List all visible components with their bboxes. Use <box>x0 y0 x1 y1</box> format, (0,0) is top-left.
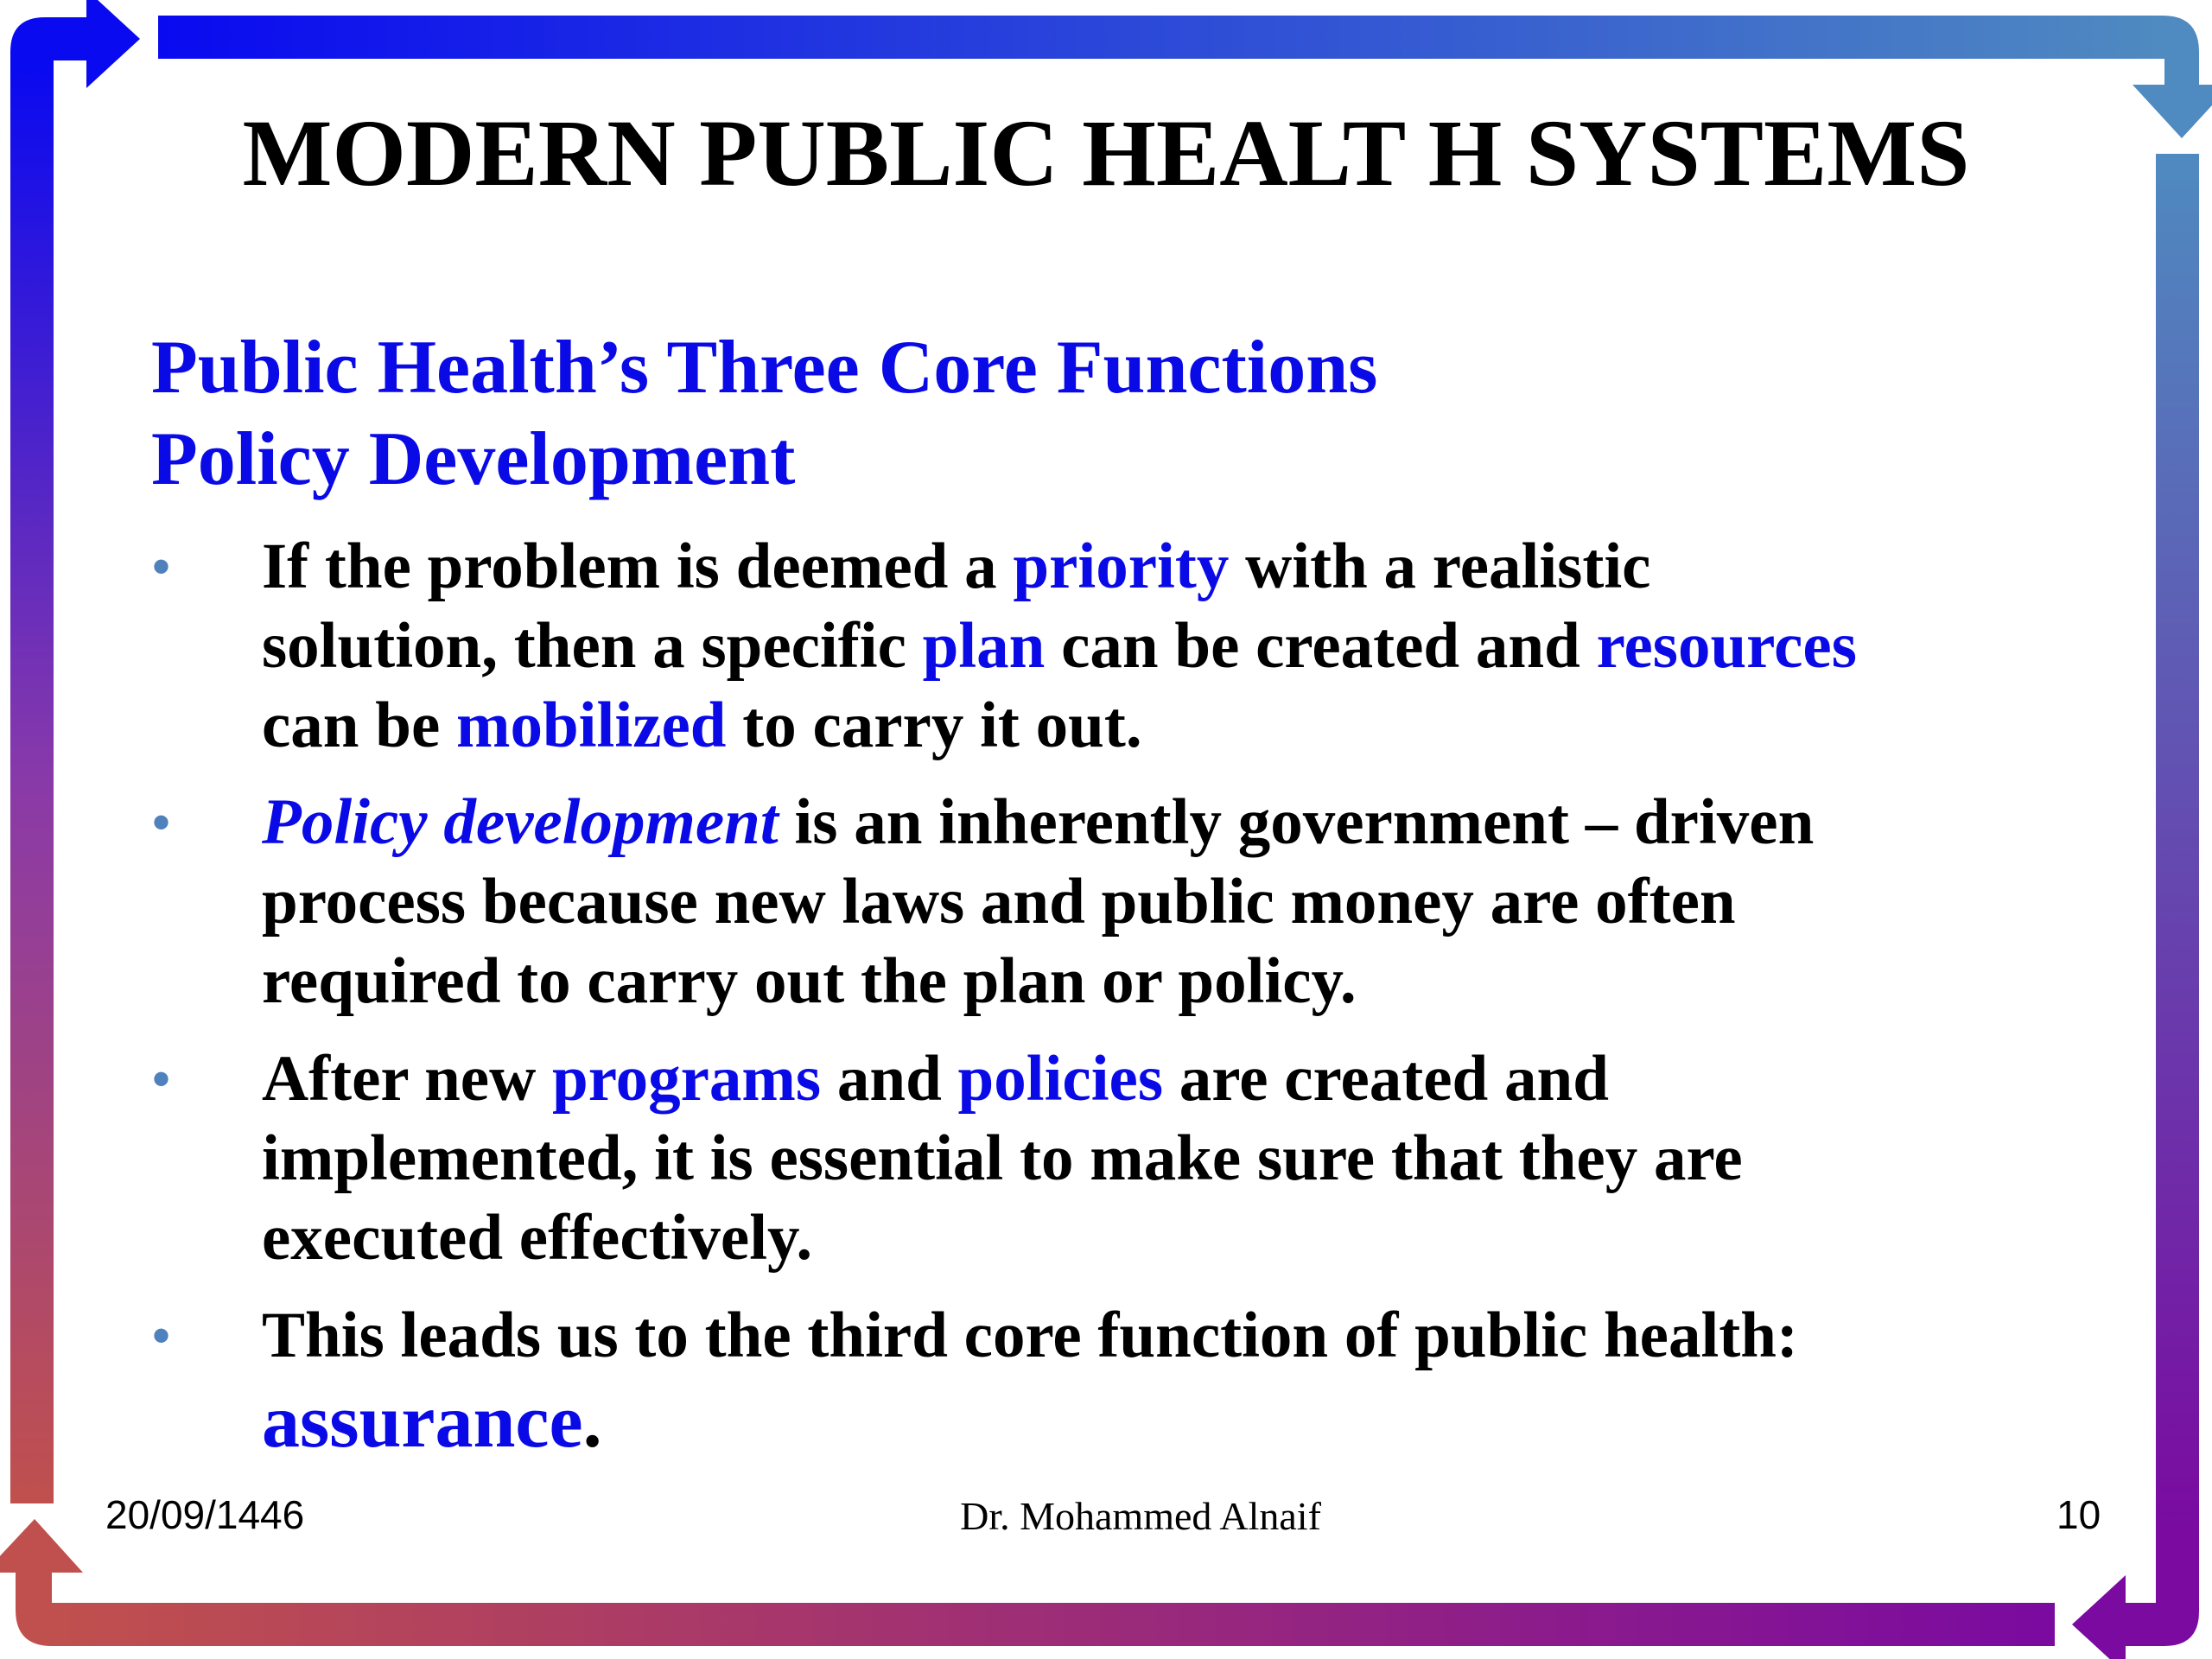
subheading-policy-development: Policy Development <box>151 417 796 501</box>
frame-bottom-right-corner <box>2126 1536 2199 1646</box>
bullet-4-line-1: This leads us to the third core function of public health: <box>262 1300 1798 1371</box>
bullet-2-line-2: process because new laws and public money are often <box>262 866 1736 938</box>
bullet-1-line-1: If the problem is deemed a priority with a realistic <box>262 531 1651 602</box>
left-arrow-icon <box>2072 1575 2126 1659</box>
bullet-2-line-3: required to carry out the plan or policy. <box>262 945 1357 1017</box>
bullet-marker: • <box>152 537 171 595</box>
frame-left-bar <box>10 69 54 1503</box>
bullet-marker: • <box>152 1306 171 1364</box>
bullet-marker: • <box>152 793 171 851</box>
bullet-2-line-1: Policy development is an inherently government – driven <box>262 786 1815 858</box>
right-arrow-icon <box>86 0 140 88</box>
bullet-1-line-3: can be mobilized to carry it out. <box>262 690 1142 761</box>
frame-top-bar <box>158 16 2163 59</box>
bullet-3-line-3: executed effectively. <box>262 1202 813 1274</box>
frame-top-left-corner <box>10 17 86 69</box>
frame-top-right-corner <box>2163 16 2199 85</box>
bullet-4-line-2: assurance. <box>262 1380 602 1464</box>
bullet-1-line-2: solution, then a specific plan can be created and resources <box>262 610 1857 682</box>
bullet-marker: • <box>152 1050 171 1108</box>
bullet-3-line-2: implemented, it is essential to make sure that they are <box>262 1122 1743 1194</box>
footer-date: 20/09/1446 <box>105 1492 305 1537</box>
subheading-core-functions: Public Health’s Three Core Functions <box>151 326 1378 410</box>
frame-bottom-bar <box>52 1603 2055 1646</box>
bullet-3-line-1: After new programs and policies are created and <box>262 1043 1609 1115</box>
frame-bottom-left-corner <box>16 1573 52 1646</box>
slide-title: MODERN PUBLIC HEALT H SYSTEMS <box>242 100 1970 206</box>
footer-author: Dr. Mohammed Alnaif <box>960 1494 1321 1538</box>
slide-number: 10 <box>2056 1492 2101 1537</box>
frame-right-bar <box>2156 154 2199 1536</box>
